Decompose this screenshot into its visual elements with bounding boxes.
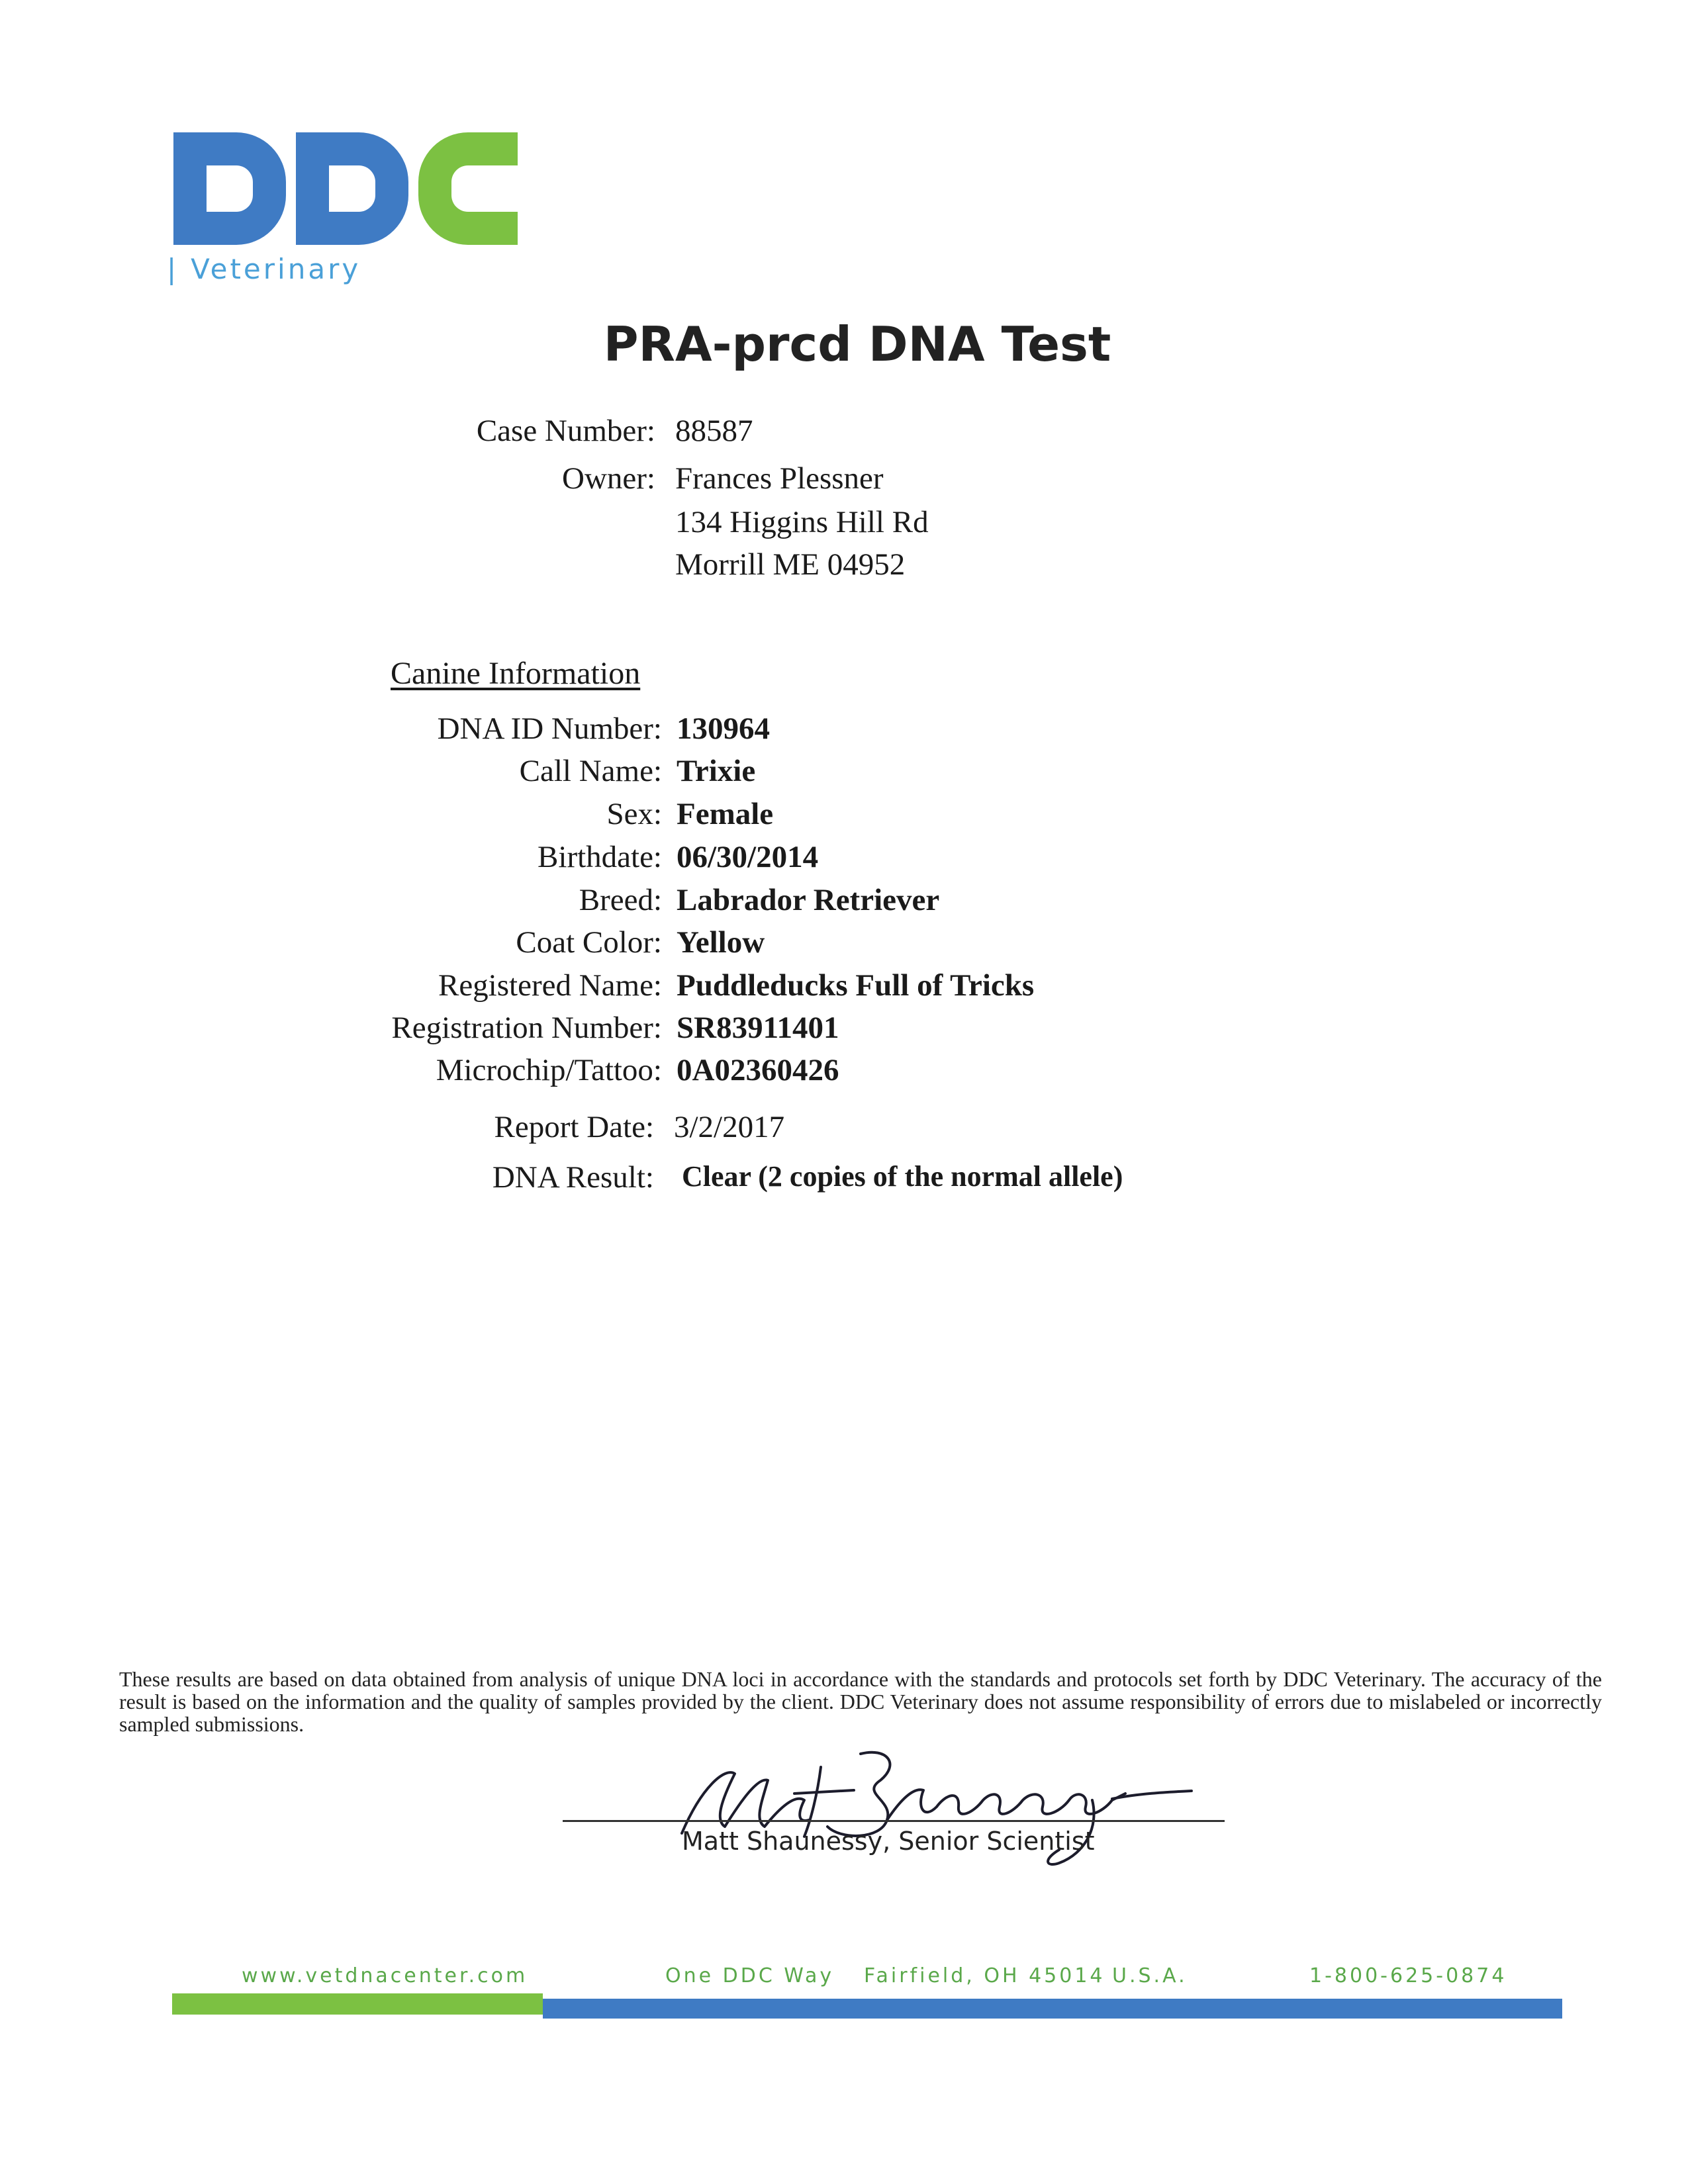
field-value: Female: [677, 797, 774, 831]
signatory-name: Matt Shaunessy, Senior Scientist: [682, 1827, 1095, 1856]
dna-result-label: DNA Result:: [492, 1160, 654, 1195]
field-value: Labrador Retriever: [677, 883, 940, 917]
owner-address-line1: 134 Higgins Hill Rd: [675, 505, 929, 539]
field-value: Yellow: [677, 925, 765, 960]
document-title: PRA-prcd DNA Test: [603, 316, 1111, 372]
footer-phone: 1-800-625-0874: [1309, 1964, 1507, 1987]
field-label: Registration Number:: [391, 1011, 662, 1045]
footer-country: U.S.A.: [1112, 1964, 1188, 1987]
field-label: Sex:: [606, 797, 662, 831]
field-value: 06/30/2014: [677, 840, 819, 874]
case-number-label: Case Number:: [476, 414, 655, 448]
footer-band-blue: [543, 1999, 1562, 2019]
field-value: 130964: [677, 711, 770, 746]
owner-address-line2: Morrill ME 04952: [675, 547, 906, 582]
report-date-label: Report Date:: [494, 1110, 654, 1144]
case-number-value: 88587: [675, 414, 753, 448]
field-label: Microchip/Tattoo:: [436, 1053, 662, 1087]
field-label: Birthdate:: [538, 840, 662, 874]
signature-line: [563, 1820, 1225, 1822]
footer-website: www.vetdnacenter.com: [242, 1964, 528, 1987]
disclaimer-text: These results are based on data obtained from analysis of unique DNA loci in accordance with the standards and protocols set forth by DDC Veterinary. The accuracy of the result is based on the information and the quality of samples provided by the client. DDC Veterinary does not assume responsibility of errors due to mislabeled or incorrectly sampled submissions.: [119, 1667, 1602, 1736]
footer-band-green: [172, 1993, 543, 2015]
field-label: Breed:: [579, 883, 662, 917]
field-label: Coat Color:: [516, 925, 662, 960]
field-value: SR83911401: [677, 1011, 839, 1045]
field-label: DNA ID Number:: [437, 711, 662, 746]
owner-name: Frances Plessner: [675, 461, 884, 496]
field-value: 0A02360426: [677, 1053, 839, 1087]
report-date-value: 3/2/2017: [674, 1110, 785, 1144]
dna-result-value: Clear (2 copies of the normal allele): [682, 1160, 1123, 1193]
field-label: Call Name:: [519, 754, 662, 788]
owner-label: Owner:: [562, 461, 655, 496]
field-label: Registered Name:: [438, 968, 662, 1003]
field-value: Puddleducks Full of Tricks: [677, 968, 1035, 1003]
logo-subtitle: | Veterinary: [167, 253, 361, 285]
field-value: Trixie: [677, 754, 756, 788]
footer-city: Fairfield, OH 45014: [864, 1964, 1105, 1987]
canine-section-title: Canine Information: [391, 656, 641, 691]
footer-street: One DDC Way: [665, 1964, 835, 1987]
